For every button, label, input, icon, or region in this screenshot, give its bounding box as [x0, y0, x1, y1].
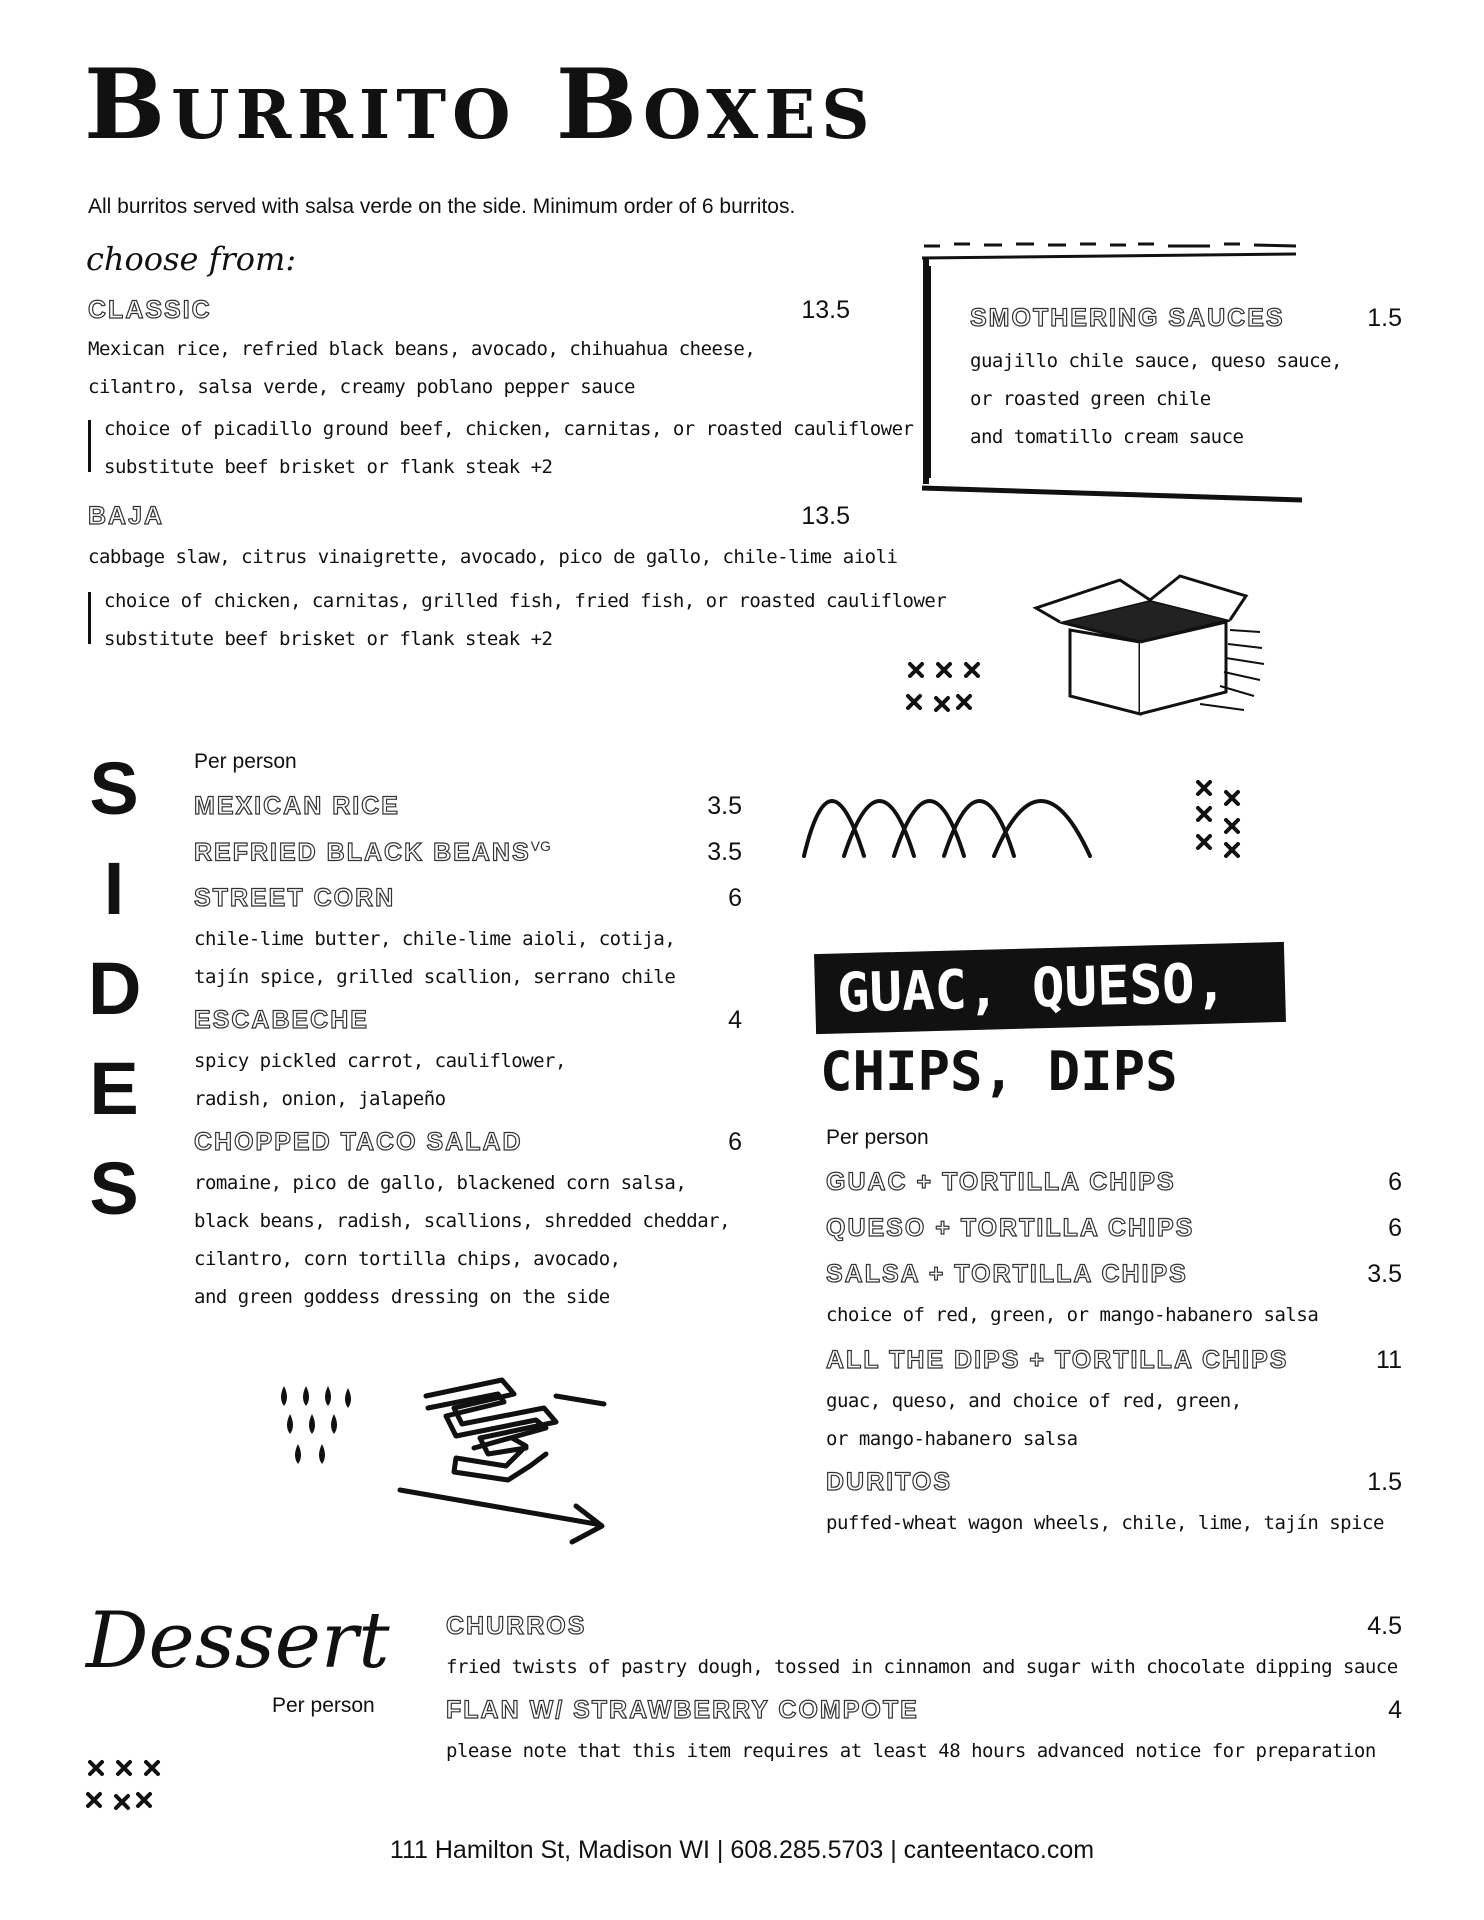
dessert-item-price: 4	[1388, 1696, 1402, 1724]
side-name: MEXICAN RICE	[194, 792, 400, 820]
item-substitute-baja: substitute beef brisket or flank steak +2	[104, 628, 553, 650]
arches-icon	[800, 756, 1140, 866]
item-desc-classic-2: cilantro, salsa verde, creamy poblano pepper sauce	[88, 376, 635, 398]
item-price-classic: 13.5	[801, 296, 850, 324]
sauces-line-2: or roasted green chile	[970, 388, 1211, 410]
sides-letter: S	[89, 747, 139, 830]
side-desc: romaine, pico de gallo, blackened corn salsa,	[194, 1172, 687, 1194]
page-title: Burrito Boxes	[84, 48, 876, 161]
chips-item-desc: puffed-wheat wagon wheels, chile, lime, tajín spice	[826, 1512, 1384, 1534]
chips-item-name: DURITOS	[826, 1468, 953, 1496]
item-choice-baja: choice of chicken, carnitas, grilled fish, fried fish, or roasted cauliflower	[104, 590, 947, 612]
vegan-tag: VG	[530, 838, 551, 854]
footer-contact: 111 Hamilton St, Madison WI | 608.285.5703 | canteentaco.com	[389, 1836, 1095, 1864]
side-price: 3.5	[707, 792, 742, 820]
chips-item-name: ALL THE DIPS + TORTILLA CHIPS	[826, 1346, 1289, 1374]
dessert-item-price: 4.5	[1367, 1612, 1402, 1640]
side-desc: chile-lime butter, chile-lime aioli, cotija,	[194, 928, 676, 950]
side-desc: and green goddess dressing on the side	[194, 1286, 610, 1308]
side-desc: black beans, radish, scallions, shredded cheddar,	[194, 1210, 731, 1232]
side-name: ESCABECHE	[194, 1006, 369, 1034]
raindrops-icon	[276, 1384, 356, 1474]
item-desc-classic-1: Mexican rice, refried black beans, avocado, chihuahua cheese,	[88, 338, 756, 360]
chips-item-price: 3.5	[1367, 1260, 1402, 1288]
dessert-item-name: CHURROS	[446, 1612, 587, 1640]
dessert-item-desc: please note that this item requires at least 48 hours advanced notice for preparation	[446, 1740, 1376, 1762]
side-desc: spicy pickled carrot, cauliflower,	[194, 1050, 566, 1072]
sides-per-person: Per person	[194, 750, 297, 773]
sauces-line-1: guajillo chile sauce, queso sauce,	[970, 350, 1342, 372]
item-name-baja: BAJA	[88, 502, 165, 530]
side-price: 3.5	[707, 838, 742, 866]
chips-item-name: SALSA + TORTILLA CHIPS	[826, 1260, 1188, 1288]
side-desc: tajín spice, grilled scallion, serrano chile	[194, 966, 676, 988]
chips-item-name: GUAC + TORTILLA CHIPS	[826, 1168, 1176, 1196]
side-price: 6	[728, 884, 742, 912]
x-marks-icon	[1194, 778, 1250, 860]
chips-item-price: 11	[1376, 1346, 1402, 1374]
sides-letter: S	[89, 1147, 139, 1230]
item-choice-classic: choice of picadillo ground beef, chicken, carnitas, or roasted cauliflower	[104, 418, 914, 440]
chips-item-price: 6	[1388, 1214, 1402, 1242]
chips-item-price: 1.5	[1367, 1468, 1402, 1496]
x-marks-icon	[906, 660, 1002, 716]
side-name: REFRIED BLACK $BEANS^{VG}$	[194, 838, 551, 867]
dessert-per-person: Per person	[272, 1694, 375, 1717]
side-name: CHOPPED TACO SALAD	[194, 1128, 523, 1156]
item-price-sauces: 1.5	[1367, 304, 1402, 332]
sides-letter: I	[103, 847, 125, 930]
side-price: 4	[728, 1006, 742, 1034]
chips-item-desc: guac, queso, and choice of red, green,	[826, 1390, 1242, 1412]
dessert-item-desc: fried twists of pastry dough, tossed in cinnamon and sugar with chocolate dipping sauce	[446, 1656, 1398, 1678]
side-desc: radish, onion, jalapeño	[194, 1088, 446, 1110]
item-desc-baja-1: cabbage slaw, citrus vinaigrette, avocado, pico de gallo, chile-lime aioli	[88, 546, 898, 568]
choose-from-label: choose from:	[86, 240, 297, 278]
sides-letter: D	[88, 947, 142, 1030]
dessert-item-name: FLAN W/ STRAWBERRY COMPOTE	[446, 1696, 919, 1724]
side-price: 6	[728, 1128, 742, 1156]
box-icon	[1030, 570, 1270, 720]
zigzag-arrow-icon	[396, 1366, 616, 1550]
choice-bar	[88, 420, 91, 472]
sauces-line-3: and tomatillo cream sauce	[970, 426, 1244, 448]
chips-item-desc: or mango-habanero salsa	[826, 1428, 1078, 1450]
item-name-classic: CLASSIC	[88, 296, 212, 324]
chips-item-price: 6	[1388, 1168, 1402, 1196]
choice-bar	[88, 592, 91, 644]
item-substitute-classic: substitute beef brisket or flank steak +2	[104, 456, 553, 478]
chips-title-band: GUAC, QUESO,	[814, 942, 1286, 1034]
x-marks-icon	[86, 1758, 182, 1814]
side-desc: cilantro, corn tortilla chips, avocado,	[194, 1248, 621, 1270]
item-price-baja: 13.5	[801, 502, 850, 530]
chips-per-person: Per person	[826, 1126, 929, 1149]
side-name: STREET CORN	[194, 884, 396, 912]
chips-item-desc: choice of red, green, or mango-habanero salsa	[826, 1304, 1319, 1326]
sides-letter: E	[89, 1047, 139, 1130]
intro-text: All burritos served with salsa verde on the side. Minimum order of 6 burritos.	[88, 195, 796, 218]
chips-title: CHIPS, DIPS	[820, 1040, 1178, 1103]
dessert-title: Dessert	[86, 1596, 390, 1686]
chips-item-name: QUESO + TORTILLA CHIPS	[826, 1214, 1195, 1242]
item-name-sauces: SMOTHERING SAUCES	[970, 304, 1285, 332]
